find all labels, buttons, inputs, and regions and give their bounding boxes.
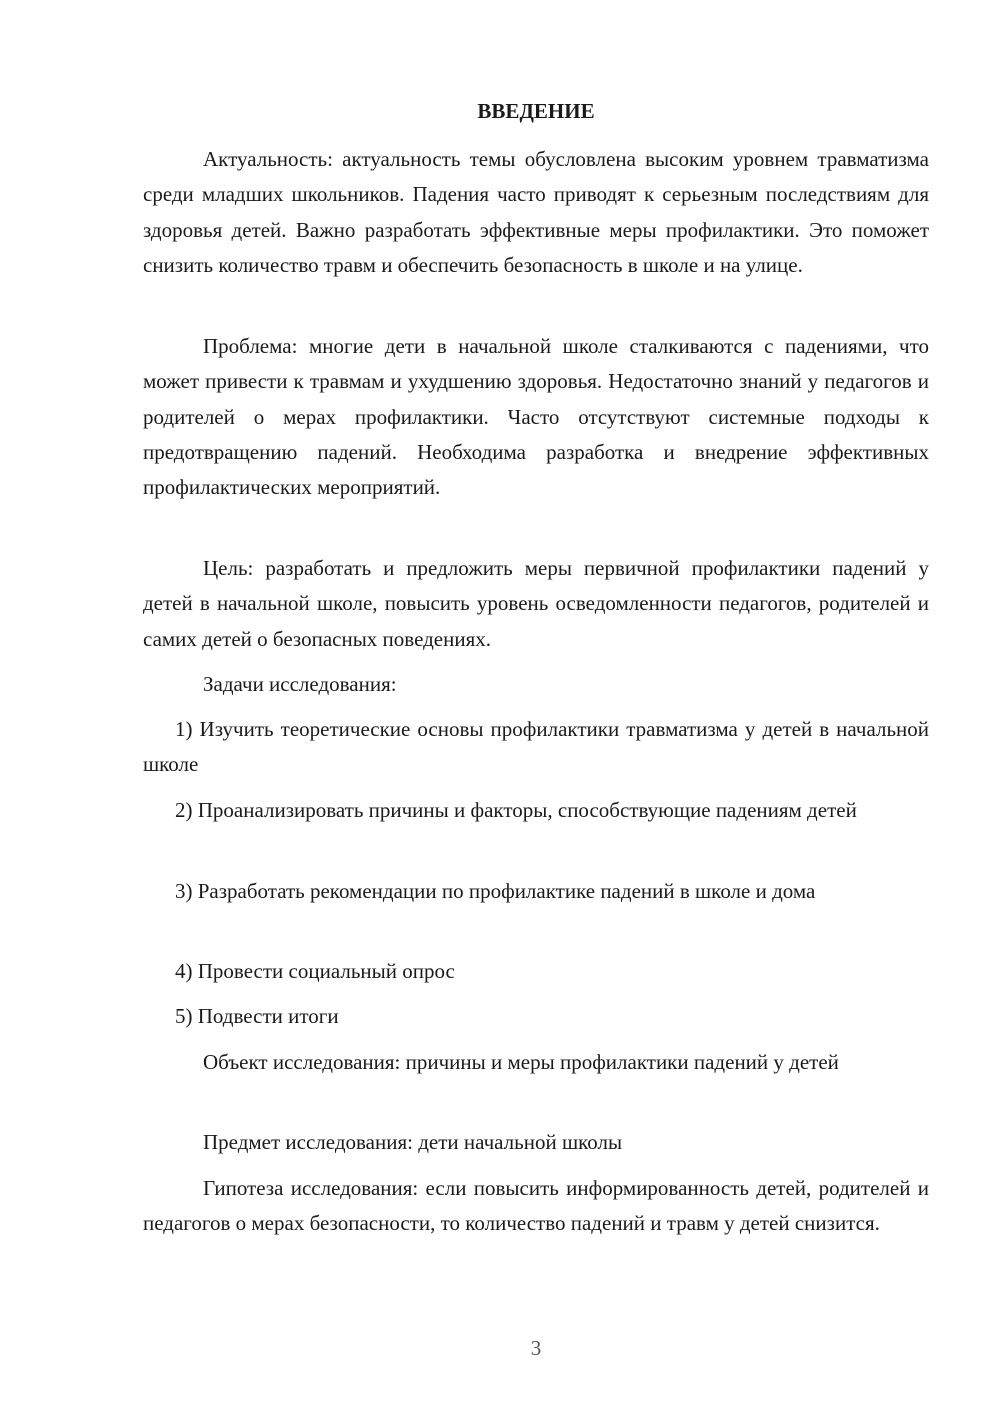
task-item-4: 4) Провести социальный опрос bbox=[175, 959, 455, 983]
object-paragraph: Объект исследования: причины и меры профилактики падений у детей bbox=[203, 1050, 839, 1074]
task-item-1: 1) Изучить теоретические основы профилактики травматизма у детей в начальной школе bbox=[143, 717, 929, 777]
task-item-2: 2) Проанализировать причины и факторы, способствующие падениям детей bbox=[175, 798, 857, 822]
page-title: ВВЕДЕНИЕ bbox=[477, 99, 595, 123]
subject-paragraph: Предмет исследования: дети начальной школы bbox=[203, 1130, 623, 1154]
tasks-heading: Задачи исследования: bbox=[203, 672, 397, 696]
task-item-5: 5) Подвести итоги bbox=[175, 1004, 339, 1028]
hypothesis-paragraph: Гипотеза исследования: если повысить информированность детей, родителей и педагогов о мерах безопасности, то количество падений и травм у детей снизится. bbox=[143, 1176, 929, 1236]
relevance-paragraph: Актуальность: актуальность темы обусловлена высоким уровнем травматизма среди младших школьников. Падения часто приводят к серьезным последствиям для здоровья детей. Важно разработать эффективные меры профилактики. Это поможет снизить количество травм и обеспечить безопасность в школе и на улице. bbox=[143, 147, 929, 277]
document-page bbox=[143, 0, 929, 1414]
task-item-3: 3) Разработать рекомендации по профилактике падений в школе и дома bbox=[175, 879, 816, 903]
goal-paragraph: Цель: разработать и предложить меры первичной профилактики падений у детей в начальной школе, повысить уровень осведомленности педагогов, родителей и самих детей о безопасных поведениях. bbox=[143, 556, 929, 651]
problem-paragraph: Проблема: многие дети в начальной школе сталкиваются с падениями, что может привести к травмам и ухудшению здоровья. Недостаточно знаний у педагогов и родителей о мерах профилактики. Часто отсутствуют системные подходы к предотвращению падений. Необходима разработка и внедрение эффективных профилактических мероприятий. bbox=[143, 334, 929, 500]
page-number: 3 bbox=[530, 1336, 542, 1360]
